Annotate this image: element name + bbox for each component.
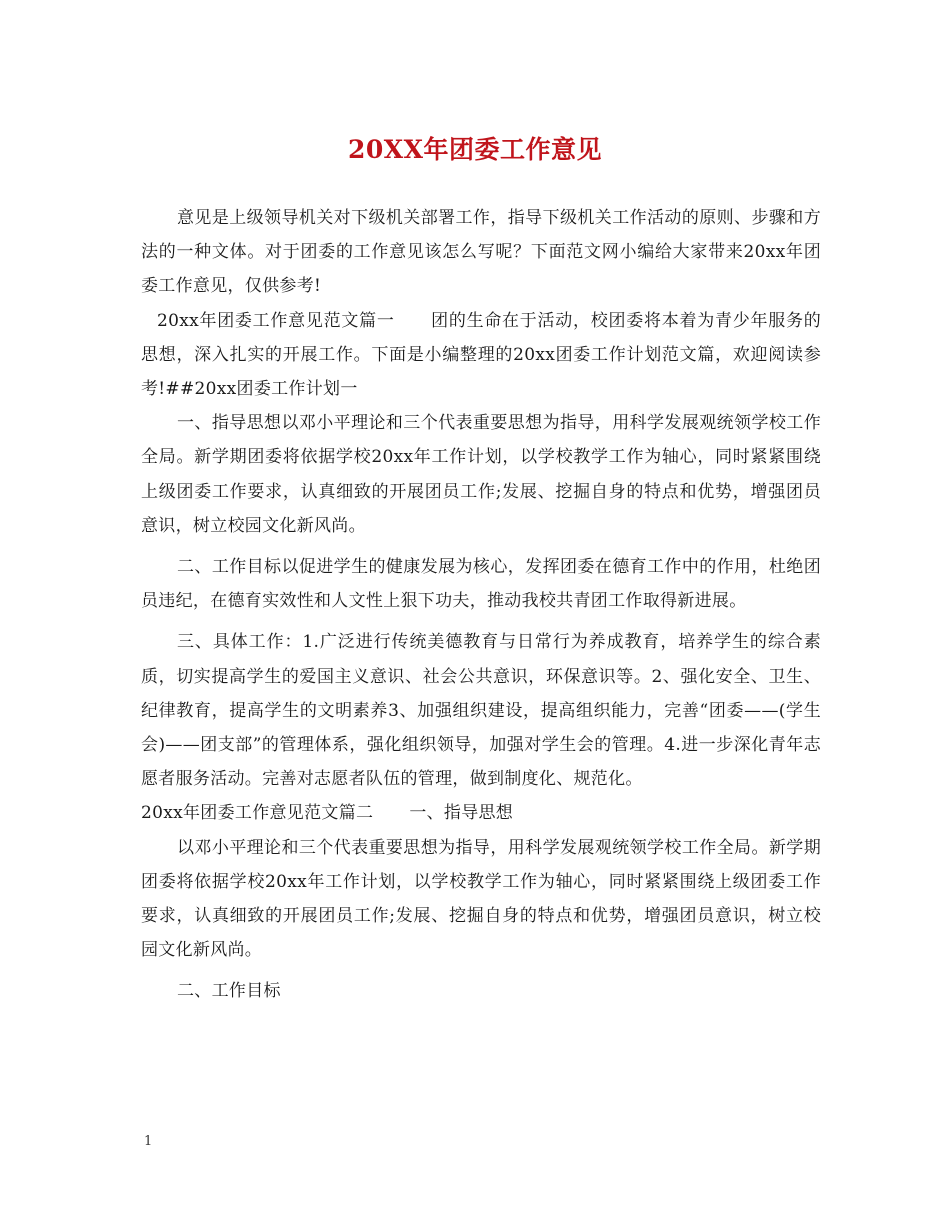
section-one-heading: 20xx年团委工作意见范文篇一 [157,310,395,331]
specific-work-paragraph: 三、具体工作：1.广泛进行传统美德教育与日常行为养成教育，培养学生的综合素质，切实提高学生的爱国主义意识、社会公共意识，环保意识等。2、强化安全、卫生、纪律教育，提高学生的文明素养3、加强组织建设，提高组织能力，完善“团委——(学生会)——团支部”的管理体系，强化组织领导，加强对学生会的管理。4.进一步深化青年志愿者服务活动。完善对志愿者队伍的管理，做到制度化、规范化。 [141,632,821,790]
section-two-subheading: 一、指导思想 [409,803,514,824]
intro-paragraph: 意见是上级领导机关对下级机关部署工作，指导下级机关工作活动的原则、步骤和方法的一种文体。对于团委的工作意见该怎么写呢？下面范文网小编给大家带来20xx年团委工作意见，仅供参考! [141,208,821,297]
work-goals-paragraph: 二、工作目标以促进学生的健康发展为核心，发挥团委在德育工作中的作用，杜绝团员违纪，在德育实效性和人文性上狠下功夫，推动我校共青团工作取得新进展。 [141,557,821,612]
section-two-heading: 20xx年团委工作意见范文篇二 [141,803,374,824]
section-one-paragraph [141,304,821,407]
document-body [141,201,821,1009]
section-one-text: 团的生命在于活动，校团委将本着为青少年服务的思想，深入扎实的开展工作。下面是小编整理的20xx团委工作计划范文篇，欢迎阅读参考!##20xx团委工作计划一 [141,310,821,400]
guiding-ideology-paragraph: 一、指导思想以邓小平理论和三个代表重要思想为指导，用科学发展观统领学校工作全局。新学期团委将依据学校20xx年工作计划，以学校教学工作为轴心，同时紧紧围绕上级团委工作要求，认真细致的开展团员工作;发展、挖掘自身的特点和优势，增强团员意识，树立校园文化新风尚。 [141,413,821,536]
work-goals-heading-2: 二、工作目标 [177,981,281,1002]
page-number: 1 [144,1134,153,1149]
document-title: 20XX年团委工作意见 [347,135,603,164]
guiding-ideology-paragraph-2: 以邓小平理论和三个代表重要思想为指导，用科学发展观统领学校工作全局。新学期团委将依据学校20xx年工作计划，以学校教学工作为轴心，同时紧紧围绕上级团委工作要求，认真细致的开展团员工作;发展、挖掘自身的特点和优势，增强团员意识，树立校园文化新风尚。 [141,837,821,961]
section-two-paragraph [141,796,821,830]
